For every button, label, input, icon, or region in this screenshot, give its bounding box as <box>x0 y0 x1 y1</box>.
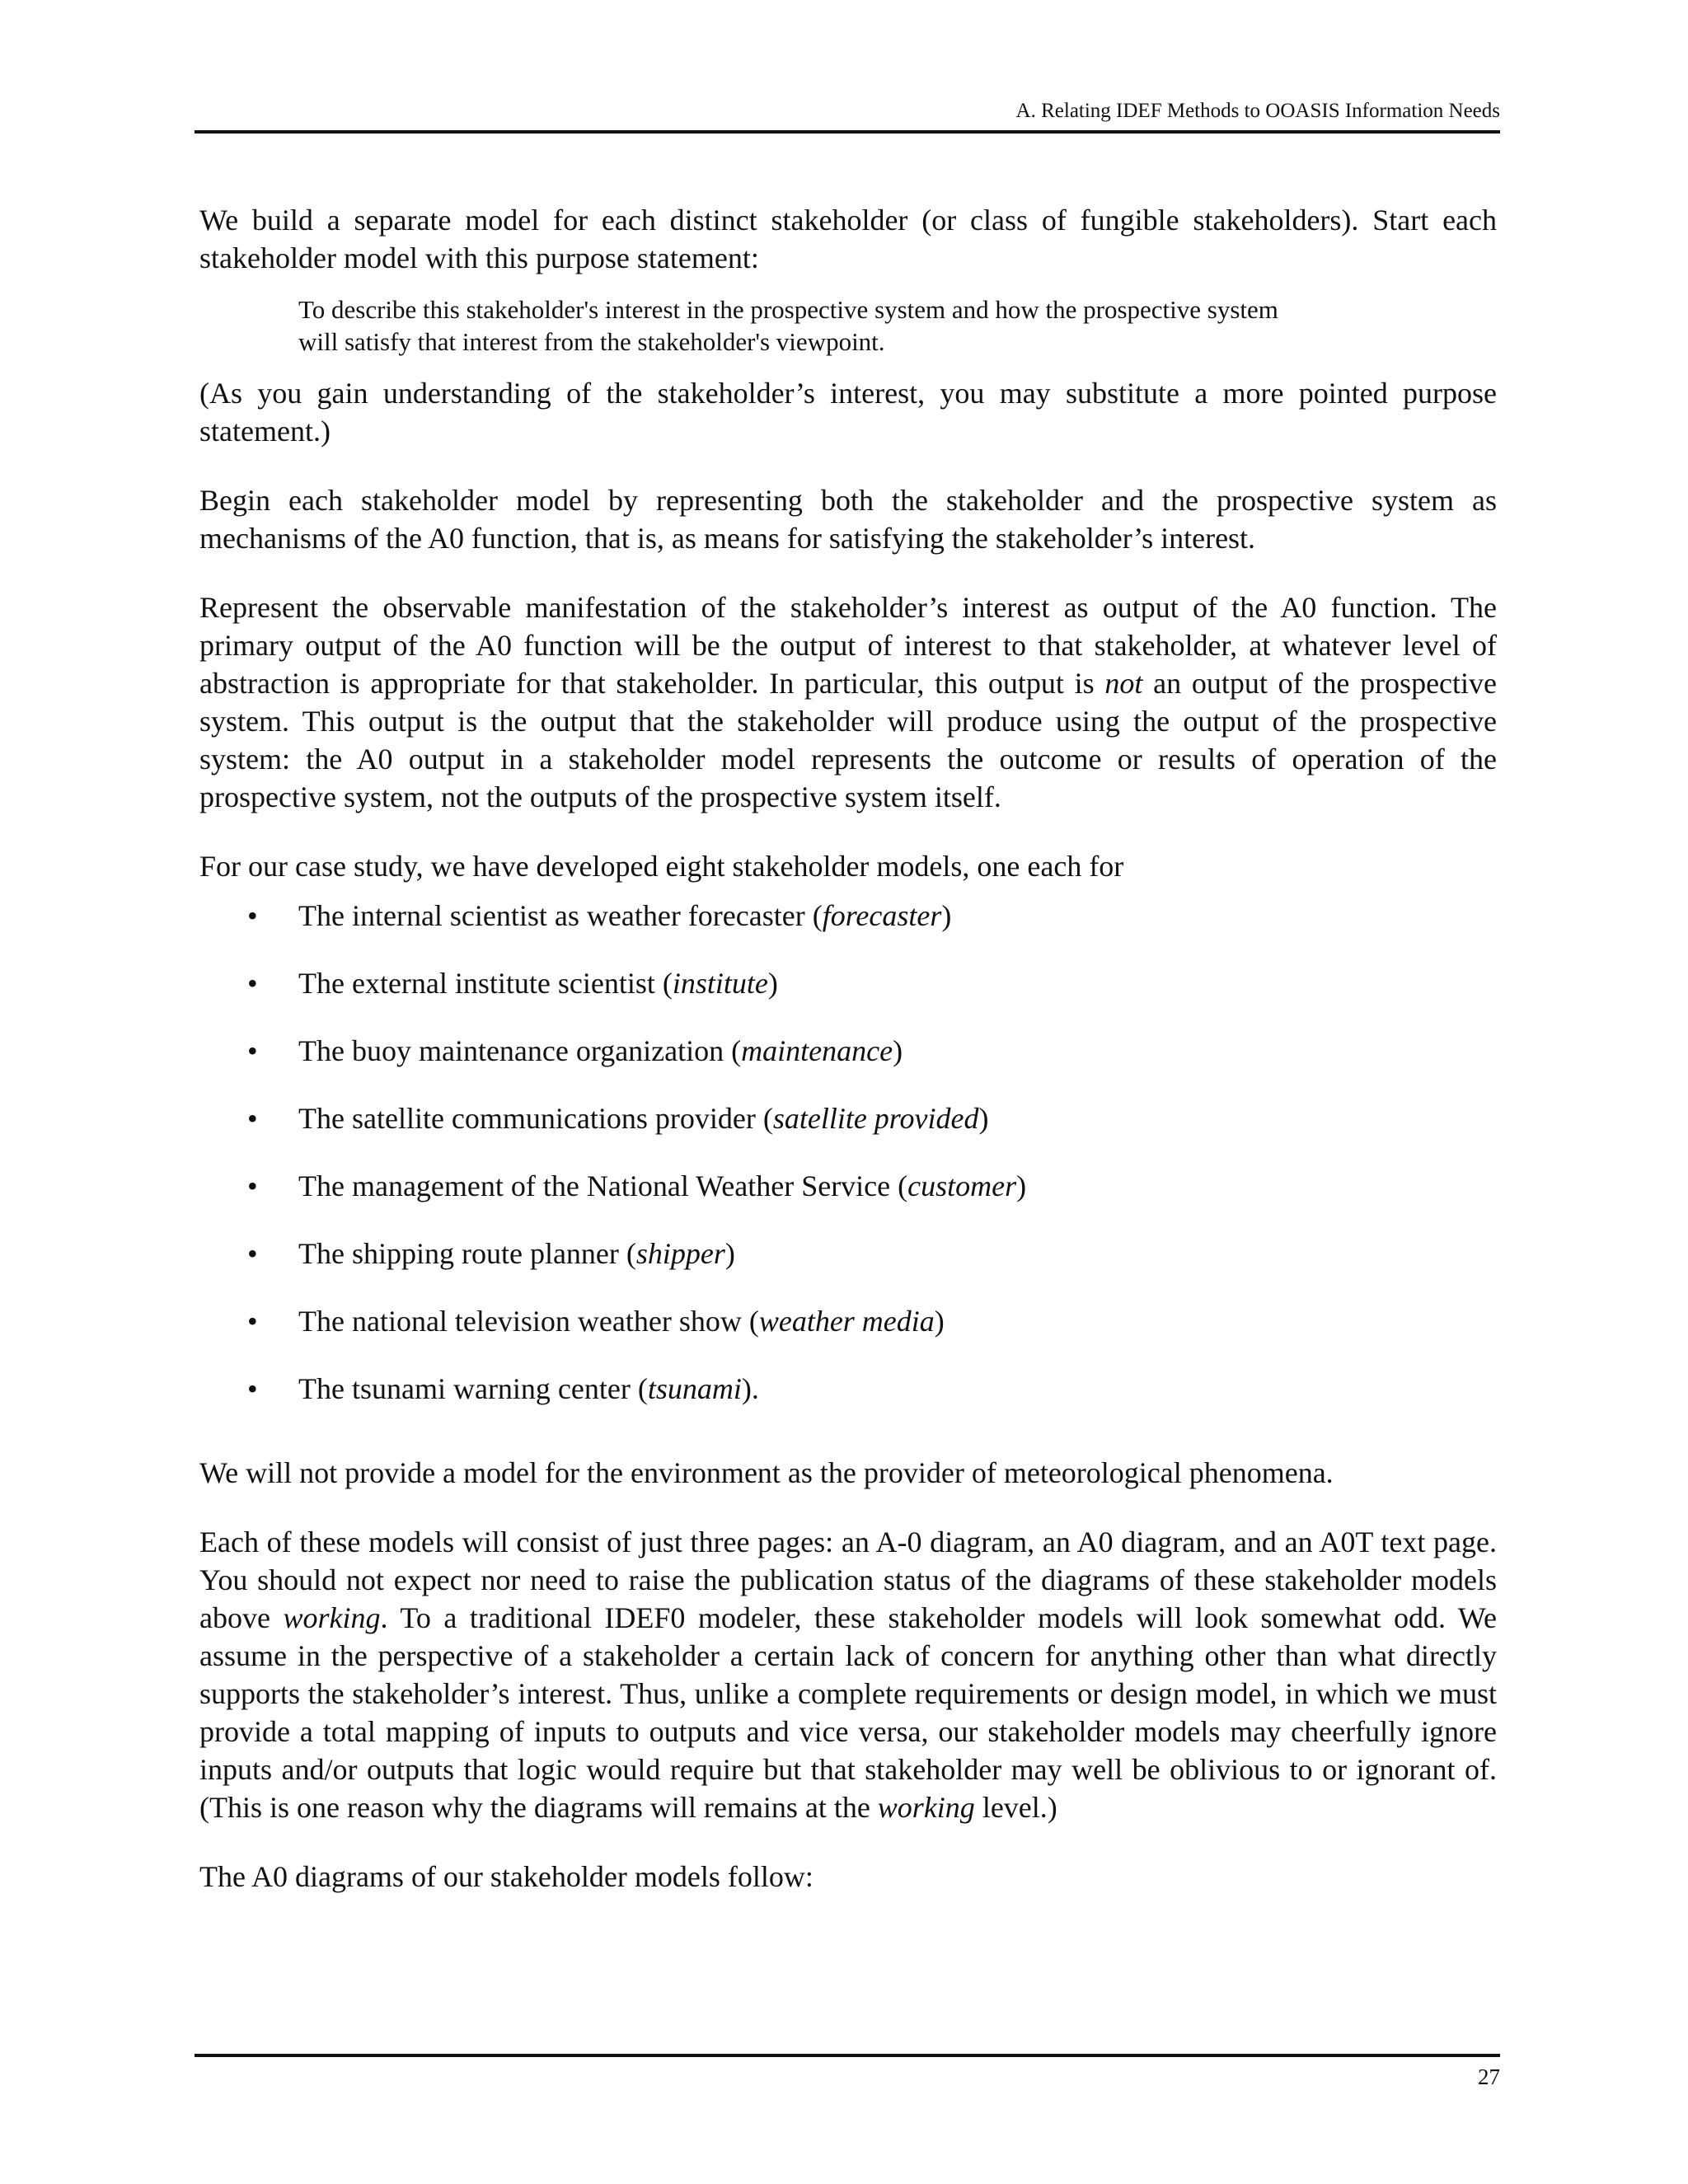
list-item-end: ) <box>893 1034 903 1067</box>
bullet-icon: • <box>247 1102 258 1135</box>
running-title: A. Relating IDEF Methods to OOASIS Information Needs <box>1015 100 1500 122</box>
paragraph-case-study: For our case study, we have developed eight stakeholder models, one each for <box>199 850 1124 883</box>
list-item-end: ) <box>978 1102 989 1135</box>
list-item-end: ) <box>1016 1169 1027 1202</box>
stakeholder-name: forecaster <box>822 899 942 932</box>
list-item <box>199 1235 1497 1302</box>
purpose-statement-line: will satisfy that interest from the stakeholder's viewpoint. <box>298 327 885 356</box>
bullet-icon: • <box>247 1169 258 1202</box>
page-footer <box>195 2054 1500 2089</box>
list-item-text: The national television weather show ( <box>298 1305 759 1338</box>
list-item <box>199 964 1497 1032</box>
list-item-text: The tsunami warning center ( <box>298 1372 648 1405</box>
paragraph-mechanisms: Begin each stakeholder model by representing both the stakeholder and the prospective system as mechanisms of the A0 function, that is, as means for satisfying the stakeholder’s interest. <box>199 484 1497 555</box>
paragraph-environment: We will not provide a model for the environment as the provider of meteorological phenomena. <box>199 1456 1334 1489</box>
stakeholder-name: satellite provided <box>772 1102 979 1135</box>
text-run: . To a traditional IDEF0 modeler, these stakeholder models will look somewhat odd. We assume in the perspective of a stakeholder a certain lack of concern for anything other than what directly supports the stakeholder’s interest. Thus, unlike a complete requirements or design model, in which we must provide a total mapping of inputs to outputs and vice versa, our stakeholder models may cheerfully ignore inputs and/or outputs that logic would require but that stakeholder may well be oblivious to or ignorant of. (This is one reason why the diagrams will remains at the <box>199 1601 1497 1824</box>
paragraph-model-pages <box>199 1523 1497 1826</box>
stakeholder-name: customer <box>907 1169 1017 1202</box>
stakeholder-name: institute <box>672 967 768 1000</box>
purpose-statement-line: To describe this stakeholder's interest in the prospective system and how the prospective system <box>298 295 1278 324</box>
list-item-end: ) <box>767 967 778 1000</box>
list-item-end: ) <box>724 1237 735 1270</box>
bullet-icon: • <box>247 1305 258 1338</box>
text-run: an output of the prospective system. This output is the output that the stakeholder will produce using the output of the prospective system: the A0 output in a stakeholder model represents the outcome or results of operation of the prospective system, not the outputs of the prospective system itself. <box>199 667 1498 813</box>
list-item-text: The management of the National Weather Service ( <box>298 1169 908 1202</box>
text-run: level.) <box>974 1791 1057 1824</box>
list-item <box>199 1032 1497 1099</box>
list-item <box>199 897 1497 964</box>
page-number: 27 <box>1478 2064 1500 2089</box>
emphasis-text: working <box>877 1791 975 1824</box>
text-run: Represent the observable manifestation of the stakeholder’s interest as output of the A0 function. The primary output of the A0 function will be the output of interest to that stakeholder, at whatever level of abstraction is appropriate for that stakeholder. In particular, this output is <box>199 591 1497 700</box>
emphasis-text: working <box>283 1601 381 1634</box>
list-item-end: ) <box>941 899 952 932</box>
stakeholder-name: shipper <box>635 1237 725 1270</box>
stakeholder-list <box>199 897 1497 1437</box>
paragraph-output <box>199 588 1497 816</box>
stakeholder-name: weather media <box>758 1305 935 1338</box>
bullet-icon: • <box>247 1237 258 1270</box>
paragraph-substitute-note: (As you gain understanding of the stakeholder’s interest, you may substitute a more pointed purpose statement.) <box>199 377 1497 448</box>
bullet-icon: • <box>247 899 258 932</box>
purpose-statement <box>298 293 1381 358</box>
list-item-end: ). <box>741 1372 759 1405</box>
list-item-text: The buoy maintenance organization ( <box>298 1034 742 1067</box>
page-header <box>195 99 1500 134</box>
paragraph-closing: The A0 diagrams of our stakeholder models follow: <box>199 1860 814 1893</box>
list-item-text: The satellite communications provider ( <box>298 1102 773 1135</box>
list-item-text: The shipping route planner ( <box>298 1237 636 1270</box>
list-item <box>199 1302 1497 1370</box>
list-item <box>199 1370 1497 1437</box>
list-item <box>199 1167 1497 1235</box>
document-body <box>199 201 1497 1896</box>
bullet-icon: • <box>247 967 258 1000</box>
list-item-text: The internal scientist as weather forecaster ( <box>298 899 823 932</box>
text-run: Each of these models will consist of just three pages: an A-0 diagram, an A0 diagram, and an A0T text page. You should not expect nor need to raise the publication status of the diagrams of these stakeholder models above <box>199 1526 1497 1634</box>
emphasis-text: not <box>1104 667 1143 700</box>
stakeholder-name: maintenance <box>741 1034 893 1067</box>
bullet-icon: • <box>247 1034 258 1067</box>
bullet-icon: • <box>247 1372 258 1405</box>
paragraph-intro: We build a separate model for each distinct stakeholder (or class of fungible stakeholders). Start each stakeholder model with this purpose statement: <box>199 204 1497 274</box>
list-item-text: The external institute scientist ( <box>298 967 673 1000</box>
stakeholder-name: tsunami <box>647 1372 742 1405</box>
list-item-end: ) <box>934 1305 945 1338</box>
list-item <box>199 1099 1497 1167</box>
